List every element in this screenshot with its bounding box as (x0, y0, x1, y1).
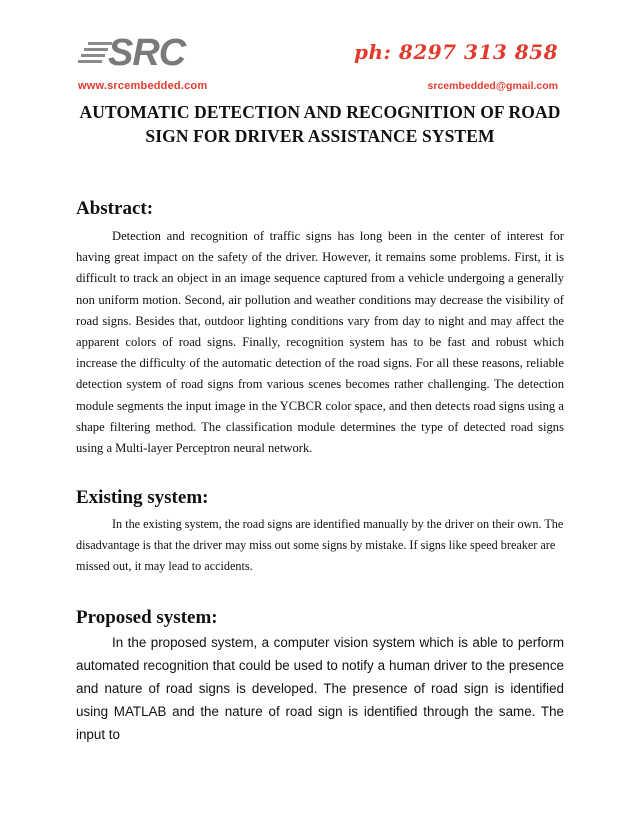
logo-text: SRC (108, 32, 186, 74)
existing-system-body: In the existing system, the road signs are identified manually by the driver on their own. The disadvantage is that the driver may miss out some signs by mistake. If signs like speed breaker are missed out, it may lead to accidents. (76, 517, 564, 574)
email-link[interactable]: srcembedded@gmail.com (427, 80, 558, 92)
proposed-system-heading: Proposed system: (76, 607, 218, 628)
src-logo (78, 32, 186, 74)
abstract-body: Detection and recognition of traffic signs has long been in the center of interest for having great impact on the safety of the driver. However, it remains some problems. First, it is difficult to track an object in an image sequence captured from a vehicle undergoing a generally non uniform motion. Second, air pollution and weather conditions may decrease the visibility of road signs. Besides that, outdoor lighting conditions vary from day to night and may affect the apparent colors of road signs. Finally, recognition system has to be fast and robust which increase the difficulty of the automatic detection of the road signs. For all these reasons, reliable detection system of road signs from various scenes becomes rather challenging. The detection module segments the input image in the YCBCR color space, and then detects road signs using a shape filtering method. The classification module determines the type of detected road signs using a Multi-layer Perceptron neural network. (76, 229, 564, 456)
existing-system-heading: Existing system: (76, 487, 209, 508)
proposed-system-body: In the proposed system, a computer vision system which is able to perform automated recognition that could be used to notify a human driver to the presence and nature of road signs is developed. The presence of road sign is identified using MATLAB and the nature of road sign is identified through the same. The input to (76, 635, 564, 742)
website-link[interactable]: www.srcembedded.com (78, 80, 208, 92)
phone-number: ph: 8297 313 858 (354, 40, 558, 64)
abstract-heading: Abstract: (76, 198, 154, 219)
document-title: AUTOMATIC DETECTION AND RECOGNITION OF ROAD SIGN FOR DRIVER ASSISTANCE SYSTEM (79, 102, 561, 146)
page-header (0, 0, 638, 100)
